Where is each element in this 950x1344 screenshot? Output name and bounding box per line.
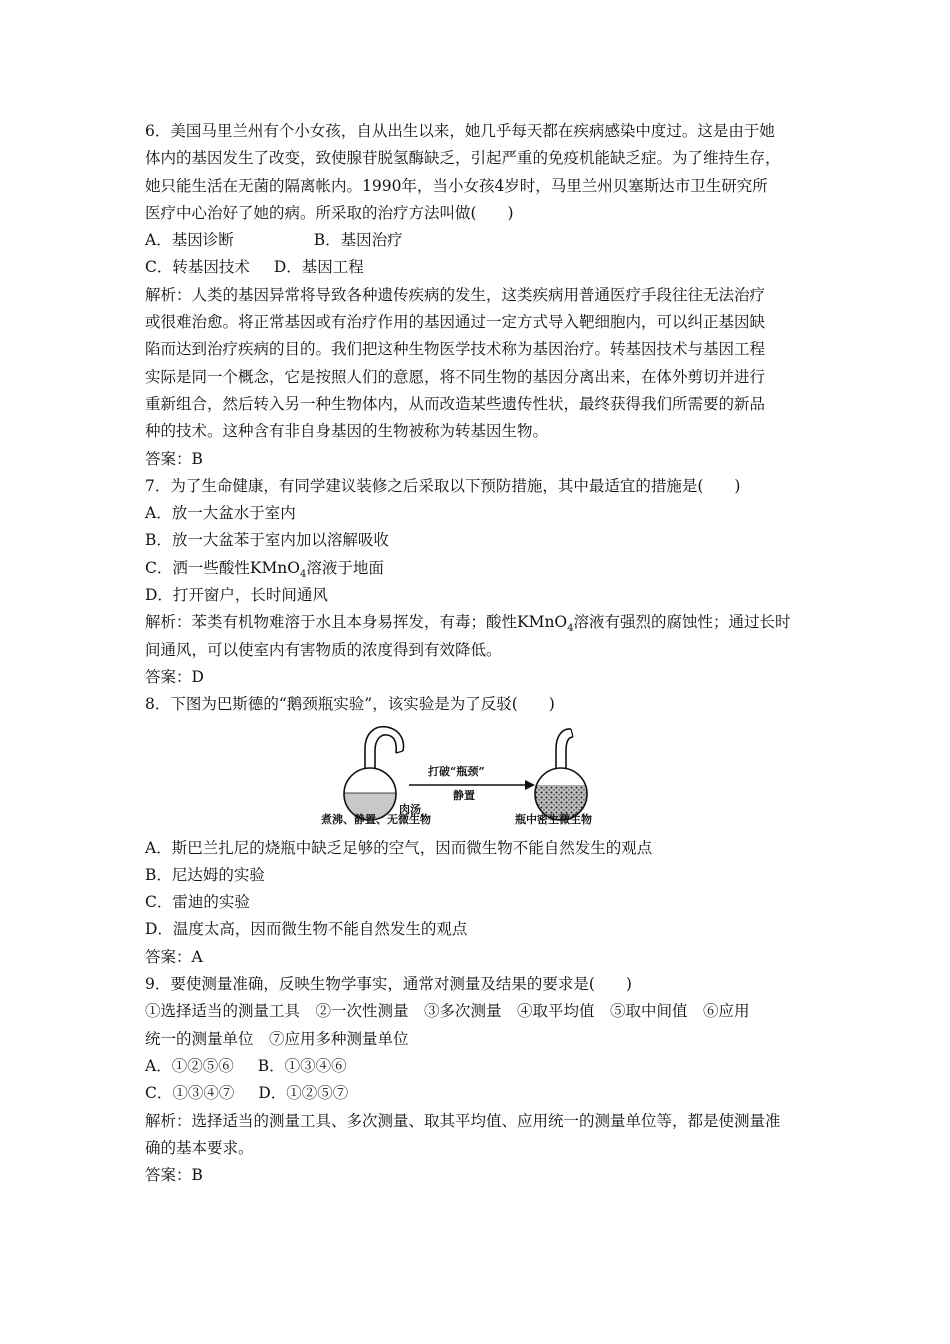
option-b: B．基因治疗 [313,231,403,250]
analysis-text-end: 溶液有强烈的腐蚀性；通过长时 [573,613,791,632]
analysis-text: 解析：苯类有机物难溶于水且本身易挥发，有毒；酸性KMnO [145,613,568,632]
swan-neck-flask-figure [145,721,805,829]
question-9-analysis-line-2: 确的基本要求。 [145,1138,254,1157]
arrow-label-stand: 静置 [453,788,475,802]
option-a: A．基因诊断 [145,231,234,250]
option-b: B．尼达姆的实验 [145,865,265,884]
option-b: B．①③④⑥ [257,1056,347,1075]
question-6-analysis-line-5: 重新组合，然后转入另一种生物体内，从而改造某些遗传性状，最终获得我们所需要的新品 [145,394,766,413]
question-8 [145,691,805,971]
option-c [145,555,805,582]
question-6-stem-line-2: 体内的基因发生了改变，致使腺苷脱氢酶缺乏，引起严重的免疫机能缺乏症。为了维持生存， [145,149,781,168]
arrow-label-break-neck: 打破“瓶颈” [428,764,485,778]
question-content [145,118,805,1189]
question-6-options-cd [145,254,805,281]
right-flask [525,728,597,824]
question-6-analysis-line-3: 陷而达到治疗疾病的目的。我们把这种生物医学技术称为基因治疗。转基因技术与基因工程 [145,340,766,359]
question-7-analysis-line-1 [145,609,805,636]
question-6-analysis-line-4: 实际是同一个概念，它是按照人们的意愿，将不同生物的基因分离出来，在体外剪切并进行 [145,367,766,386]
question-9-options-ab [145,1053,805,1080]
option-c-text: C．洒一些酸性KMnO [145,558,301,577]
question-7-answer: 答案：D [145,667,204,686]
option-a: A．①②⑤⑥ [145,1056,234,1075]
question-9-options-cd [145,1080,805,1107]
option-c: C．雷迪的实验 [145,893,250,912]
question-9 [145,971,805,1189]
subscript: 4 [300,568,307,580]
option-d: D．温度太高，因而微生物不能自然发生的观点 [145,920,468,939]
option-a: A．放一大盆水于室内 [145,504,296,523]
question-6-analysis-line-1: 解析：人类的基因异常将导致各种遗传疾病的发生，这类疾病用普通医疗手段往往无法治疗 [145,285,766,304]
left-flask [335,726,405,822]
question-6-options-ab [145,227,805,254]
question-6-analysis-line-2: 或很难治愈。将正常基因或有治疗作用的基因通过一定方式导入靶细胞内，可以纠正基因缺 [145,313,766,332]
question-6-stem-line-4: 医疗中心治好了她的病。所采取的治疗方法叫做( ) [145,203,514,222]
broth-label: 肉汤 [399,802,421,816]
option-d: D．打开窗户，长时间通风 [145,586,328,605]
option-c: C．转基因技术 [145,258,250,277]
question-9-answer: 答案：B [145,1166,203,1185]
question-6-answer: 答案：B [145,449,203,468]
question-6-analysis-line-6: 种的技术。这种含有非自身基因的生物被称为转基因生物。 [145,422,549,441]
option-d: D．基因工程 [273,258,364,277]
question-8-answer: 答案：A [145,947,203,966]
question-6-stem-line-3: 她只能生活在无菌的隔离帐内。1990年，当小女孩4岁时，马里兰州贝塞斯达市卫生研究所 [145,176,768,195]
question-8-stem: 8．下图为巴斯德的“鹅颈瓶实验”，该实验是为了反驳( ) [145,695,555,714]
left-flask-caption: 煮沸、静置、无微生物 [321,812,431,826]
right-flask-caption: 瓶中密生微生物 [515,812,592,826]
question-7 [145,473,805,691]
question-9-stem: 9．要使测量准确，反映生物学事实，通常对测量及结果的要求是( ) [145,975,632,994]
question-6 [145,118,805,473]
subscript: 4 [567,623,574,635]
option-c: C．①③④⑦ [145,1084,235,1103]
question-9-items-line-1: ①选择适当的测量工具 ②一次性测量 ③多次测量 ④取平均值 ⑤取中间值 ⑥应用 [145,1002,750,1021]
question-9-items-line-2: 统一的测量单位 ⑦应用多种测量单位 [145,1029,409,1048]
question-7-analysis-line-2: 间通风，可以使室内有害物质的浓度得到有效降低。 [145,640,502,659]
question-7-stem: 7．为了生命健康，有同学建议装修之后采取以下预防措施，其中最适宜的措施是( ) [145,476,741,495]
option-a: A．斯巴兰扎尼的烧瓶中缺乏足够的空气，因而微生物不能自然发生的观点 [145,838,653,857]
option-c-text-end: 溶液于地面 [306,558,384,577]
question-9-analysis-line-1: 解析：选择适当的测量工具、多次测量、取其平均值、应用统一的测量单位等，都是使测量准 [145,1111,781,1130]
option-b: B．放一大盆苯于室内加以溶解吸收 [145,531,389,550]
option-d: D．①②⑤⑦ [258,1084,349,1103]
question-6-stem-line-1: 6．美国马里兰州有个小女孩，自从出生以来，她几乎每天都在疾病感染中度过。这是由于她 [145,122,775,140]
